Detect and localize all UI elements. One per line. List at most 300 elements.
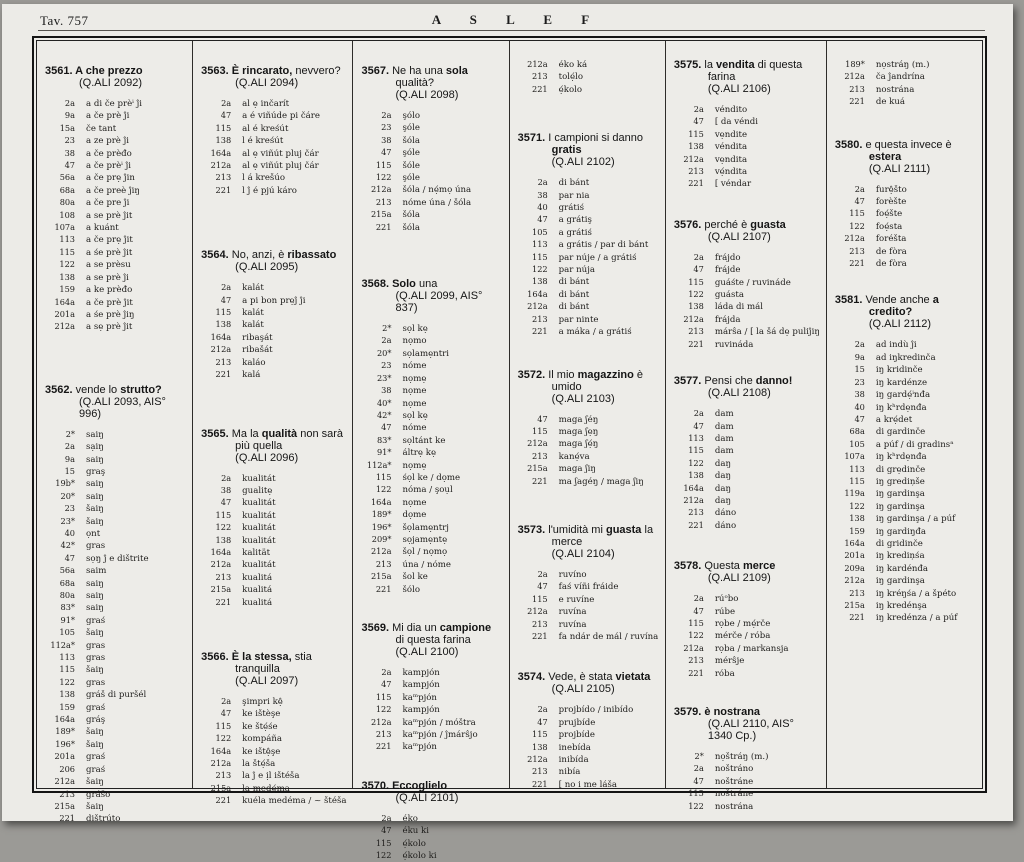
entry-row [201,783,346,795]
location-number: 221 [375,583,392,594]
location-number: 221 [849,258,865,269]
section-title: 3566. È la stessa, stia tranquilla [201,650,312,675]
column-2 [192,41,352,807]
dialect-form: sọl kẹ [402,410,428,421]
location-number: 2a [381,335,392,346]
entry-row [201,485,346,497]
entry-row [45,441,186,453]
dialect-form: grátiś [558,203,585,214]
entry-row [201,160,346,172]
location-number: 2a [221,472,232,483]
location-number: 20* [60,490,75,501]
dialect-form: sạiŋ [86,442,104,453]
questionnaire-ref: (Q.ALI 2105) [551,683,615,696]
dialect-form: mérŝje [714,656,745,667]
dialect-form: iŋ gardinşa [875,501,925,512]
location-number: 115 [375,159,392,170]
dialect-form: véndito [714,105,748,115]
entry-row [201,295,346,307]
location-number: 105 [59,627,75,638]
entry-row [361,838,502,850]
dialect-form: di gardinče [875,427,926,438]
location-number: 105 [849,438,865,449]
entry-list [674,593,820,680]
section-3574 [518,671,659,791]
entry-row [674,314,820,326]
location-number: 68a [59,577,75,588]
location-number: 212a [370,546,392,557]
location-number: 221 [688,519,704,530]
dialect-form: sọltánt ke [402,435,446,446]
entry-row [201,497,346,509]
entry-row [201,535,346,547]
dialect-form: de fòra [875,259,907,270]
entry-row [518,276,659,288]
location-number: 221 [375,221,392,232]
dialect-form: rọbe / mẹ́rče [714,618,771,629]
dialect-form: a grátiş [558,215,592,226]
location-number: 91* [60,614,75,625]
location-number: 213 [532,71,548,82]
entry-row [835,563,976,575]
location-number: 115 [59,246,75,257]
entry-row [45,540,186,552]
entry-row [518,59,659,71]
section-title: 3568. Solo una [361,278,438,291]
entry-row [45,565,186,577]
dialect-form: di bánt [558,178,590,189]
entry-row [45,247,186,259]
entry-row [518,252,659,264]
dialect-form: ruvíno [558,569,587,580]
location-number: 138 [688,141,704,152]
entry-row [361,348,502,360]
entry-row [361,522,502,534]
location-number: 215a [210,584,232,595]
entry-row [45,309,186,321]
location-number: 213 [532,313,548,324]
entry-row [45,602,186,614]
entry-row [835,488,976,500]
entry-row [674,763,820,775]
questionnaire-ref: (Q.ALI 2094) [235,77,299,89]
dialect-form: nostrána [875,84,915,95]
entry-row [361,571,502,583]
location-number: 107a [54,222,75,233]
section-3564 [201,249,346,381]
dialect-form: kompáña [242,734,282,745]
entry-row [45,702,186,714]
entry-row [361,850,502,862]
questionnaire-ref: (Q.ALI 2093, AIS° 996) [79,395,166,420]
location-number: 23* [60,515,75,526]
dialect-form: sọjamẹntẹ [402,534,448,545]
dialect-form: kualitát [242,510,276,521]
entry-row [45,801,186,813]
dialect-form: graş [86,466,106,477]
entry-row [361,222,502,234]
location-number: 122 [215,733,232,744]
entry-row [45,652,186,664]
location-number: 213 [375,558,392,569]
entry-row [518,426,659,438]
entry-row [361,679,502,691]
entry-list [201,696,346,808]
location-number: 47 [693,775,704,786]
dialect-form: nóme úna / šóla [402,197,472,208]
location-number: 212a [844,575,865,586]
location-number: 213 [688,166,704,177]
entry-list [518,704,659,791]
dialect-form: a ke prèđo [86,285,133,296]
entry-list [45,429,186,826]
location-number: 47 [537,413,548,424]
location-number: 47 [537,716,548,727]
entry-row [361,385,502,397]
location-number: 122 [375,172,392,183]
dialect-form: gras [86,541,106,552]
columns-container [37,41,982,862]
entry-row [518,704,659,716]
location-number: 138 [688,470,704,481]
entry-row [518,569,659,581]
dialect-form: šólo [402,584,420,595]
entry-row [45,726,186,738]
dialect-form: di bánt [558,302,590,313]
entry-row [674,668,820,680]
questionnaire-ref: (Q.ALI 2108) [707,387,771,400]
entry-list [361,813,502,862]
entry-row [361,110,502,122]
location-number: 138 [59,271,75,282]
dialect-form: sọŋ ĵ e dištrite [86,553,149,564]
location-number: 164a [527,288,548,299]
dialect-form: kalát [242,308,264,319]
location-number: 2a [693,408,704,419]
location-number: 221 [849,612,865,623]
dialect-form: ke ištệşe [242,746,281,757]
dialect-form: faś víñi fráide [558,582,619,593]
section-title: 3564. No, anzi, è ribassato [201,249,337,262]
dialect-form: iŋ kʰrdẹnđa [875,402,927,413]
entry-row [45,689,186,701]
entry-row [201,795,346,807]
dialect-form: a če prè ĵit [86,297,133,308]
dialect-form: guáśte / ruvináde [714,277,791,288]
location-number: 213 [532,450,548,461]
entry-row [45,466,186,478]
entry-row [201,708,346,720]
location-number: 115 [688,128,704,139]
entry-row [674,339,820,351]
dialect-form: ad indù ĵi [875,340,917,351]
location-number: 122 [688,630,704,641]
entry-row [674,141,820,153]
dialect-form: kualitá [242,585,273,596]
entry-row [361,484,502,496]
location-number: 201a [844,550,865,561]
entry-row [45,222,186,234]
dialect-form: nóma / şoụl [402,485,453,496]
location-number: 159 [59,701,75,712]
dialect-form: a se prè ĵi [86,272,129,283]
location-number: 47 [220,497,232,508]
location-number: 221 [215,795,232,806]
entry-row [835,402,976,414]
entry-row [361,335,502,347]
dialect-form: kualitát [242,535,276,546]
location-number: 9a [64,110,75,121]
location-number: 83* [60,602,75,613]
dialect-form: inibída [558,755,589,765]
dialect-form: éko ká [558,60,588,70]
entry-row [45,491,186,503]
dialect-form: al é kreśút [242,123,289,134]
column-5 [665,41,826,812]
paper-sheet [2,4,1013,862]
location-number: 115 [532,425,548,436]
entry-row [518,314,659,326]
location-number: 115 [59,664,75,675]
location-number: 215a [527,463,548,474]
dialect-form: dam [714,446,734,457]
location-number: 221 [688,178,704,189]
location-number: 68a [849,426,865,437]
location-number: 122 [215,522,232,533]
section-title: 3572. Il mio magazzino è umido [517,368,644,393]
entry-row [835,196,976,208]
dialect-form: l é kreśút [242,136,284,147]
entry-row [674,445,820,457]
dialect-form: iŋ kardénđa [875,563,929,574]
entry-list [674,252,820,351]
entry-row [45,160,186,172]
questionnaire-ref: (Q.ALI 2107) [707,230,771,243]
entry-row [674,776,820,788]
entry-row [518,581,659,593]
entry-row [45,776,186,788]
entry-row [674,483,820,495]
location-number: 9a [854,351,865,362]
dialect-form: projbíde [558,730,595,741]
location-number: 115 [688,445,704,456]
entry-row [201,473,346,485]
dialect-form: nọmẹ [402,460,427,471]
section-3570b [518,59,659,96]
dialect-form: dištrúto [86,814,121,825]
questionnaire-ref: (Q.ALI 2102) [551,156,615,169]
entry-row [835,612,976,624]
page-frame-inner [36,40,983,862]
section-title: 3562. vende lo strutto? [45,383,162,396]
location-number: 115 [215,720,232,731]
entry-row [45,135,186,147]
entry-list [361,667,502,754]
location-number: 212a [527,301,548,312]
location-number: 213 [215,172,232,183]
dialect-form: sọlamẹntri [402,348,450,359]
dialect-form: saiŋ [86,429,104,440]
dialect-form: daŋ [714,471,731,482]
entry-row [674,104,820,116]
section-title: 3576. perché è guasta [673,218,786,231]
location-number: 221 [688,338,704,349]
entry-row [45,123,186,135]
entry-row [835,184,976,196]
dialect-form: saiŋ [86,479,104,490]
location-number: 213 [688,507,704,518]
entry-row [361,741,502,753]
entry-list [201,282,346,381]
entry-row [835,377,976,389]
dialect-form: dam [714,433,734,444]
entry-row [361,704,502,716]
entry-row [518,717,659,729]
entry-row [518,289,659,301]
entry-row [361,692,502,704]
entry-row [674,507,820,519]
entry-row [201,319,346,331]
location-number: 115 [375,471,392,482]
entry-row [674,618,820,630]
page-frame [32,36,987,862]
dialect-form: rúᵒbo [714,594,739,605]
dialect-form: iŋ gardinşa [875,576,925,587]
entry-list [361,110,502,234]
entry-row [45,110,186,122]
dialect-form: ad iŋkredinča [875,352,936,363]
entry-row [361,667,502,679]
questionnaire-ref: (Q.ALI 2109) [707,572,771,585]
location-number: 213 [688,655,704,666]
dialect-form: graś [86,764,106,775]
dialect-form: a če prèđo [86,148,132,159]
entry-row [45,553,186,565]
entry-row [518,619,659,631]
section-title: 3577. Pensi che danno! [673,375,793,388]
entry-row [674,277,820,289]
entry-row [518,463,659,475]
entry-row [201,307,346,319]
location-number: 212a [527,754,548,764]
dialect-form: di bánt [558,289,590,300]
entry-row [835,246,976,258]
dialect-form: a pi bon prẹĵ ĵi [242,295,306,306]
location-number: 212a [683,642,704,653]
location-number: 19b* [55,478,75,489]
location-number: 20* [376,347,392,358]
questionnaire-ref: (Q.ALI 2097) [235,674,299,687]
location-number: 213 [849,245,865,256]
section-title: 3563. È rincarato, nevvero? [201,65,341,77]
dialect-form: a máka / a grátiś [558,327,632,338]
dialect-form: ruvína [558,619,587,630]
dialect-form: a če prẹ ĵit [86,235,133,246]
location-number: 2a [537,704,548,715]
dialect-form: al ẹ inčarít [242,99,290,109]
dialect-form: iŋ krediņśa [875,551,925,562]
dialect-form: daŋ [714,458,731,469]
location-number: 212a [527,59,548,69]
location-number: 212a [527,606,548,617]
location-number: 122 [375,704,392,715]
dialect-form: nọštráŋ (m.) [714,752,769,762]
location-number: 2a [693,763,704,774]
dialect-form: l ĵ é pjú káro [242,185,297,196]
entry-row [361,509,502,521]
entry-row [674,166,820,178]
dialect-form: kaᵐpjón / ĵmárŝjo [402,730,478,741]
entry-row [835,538,976,550]
entry-row [361,813,502,825]
location-number: 115 [215,307,232,318]
entry-row [518,438,659,450]
dialect-form: forèšte [875,197,907,208]
entry-row [201,758,346,770]
location-number: 2a [693,251,704,262]
location-number: 23* [376,372,392,383]
dialect-form: a grátis / par di bánt [558,240,649,251]
dialect-form: par núje / a grátiś [558,252,637,263]
dialect-form: iŋ kʰrdẹnđa [875,452,927,463]
dialect-form: şimpri kệ [242,696,283,707]
dialect-form: şóle [402,173,420,184]
entry-row [45,640,186,652]
dialect-form: guásta [714,290,744,301]
section-3577 [674,375,820,532]
dialect-form: šaiŋ [86,777,104,788]
entry-row [201,185,346,197]
dialect-form: a śe prè ĵiŋ [86,309,135,320]
location-number: 215a [370,571,392,582]
dialect-form: a če prè ĵi [86,111,130,122]
dialect-form: nọmo [402,336,427,347]
location-number: 212a [210,344,232,355]
entry-row [674,289,820,301]
entry-list [518,569,659,643]
dialect-form: saiŋ [86,591,104,601]
location-number: 138 [59,689,75,700]
dialect-form: kualitá [242,572,273,583]
location-number: 47 [537,581,548,592]
entry-row [201,733,346,745]
section-3562 [45,384,186,826]
location-number: 2a [381,667,392,677]
entry-row [45,197,186,209]
dialect-form: dáno [714,520,737,531]
location-number: 196* [371,521,392,532]
dialect-form: vẹ́ndita [714,167,748,178]
entry-row [518,326,659,338]
dialect-form: kualitát [242,473,276,484]
section-3579 [674,706,820,813]
section-title: 3569. Mi dia un campione di questa farina [361,622,492,646]
entry-row [518,766,659,778]
location-number: 221 [532,326,548,337]
location-number: 113 [849,463,865,474]
location-number: 2a [381,812,392,823]
entry-row [835,352,976,364]
dialect-form: iŋ kredénza / a púf [875,613,958,624]
dialect-form: la medẹ́ma [242,783,290,794]
location-number: 2a [537,568,548,579]
entry-list [674,751,820,813]
dialect-form: daŋ [714,495,731,506]
location-number: 215a [370,209,392,220]
entry-row [45,210,186,222]
dialect-form: gras [86,677,106,688]
entry-list [674,104,820,191]
